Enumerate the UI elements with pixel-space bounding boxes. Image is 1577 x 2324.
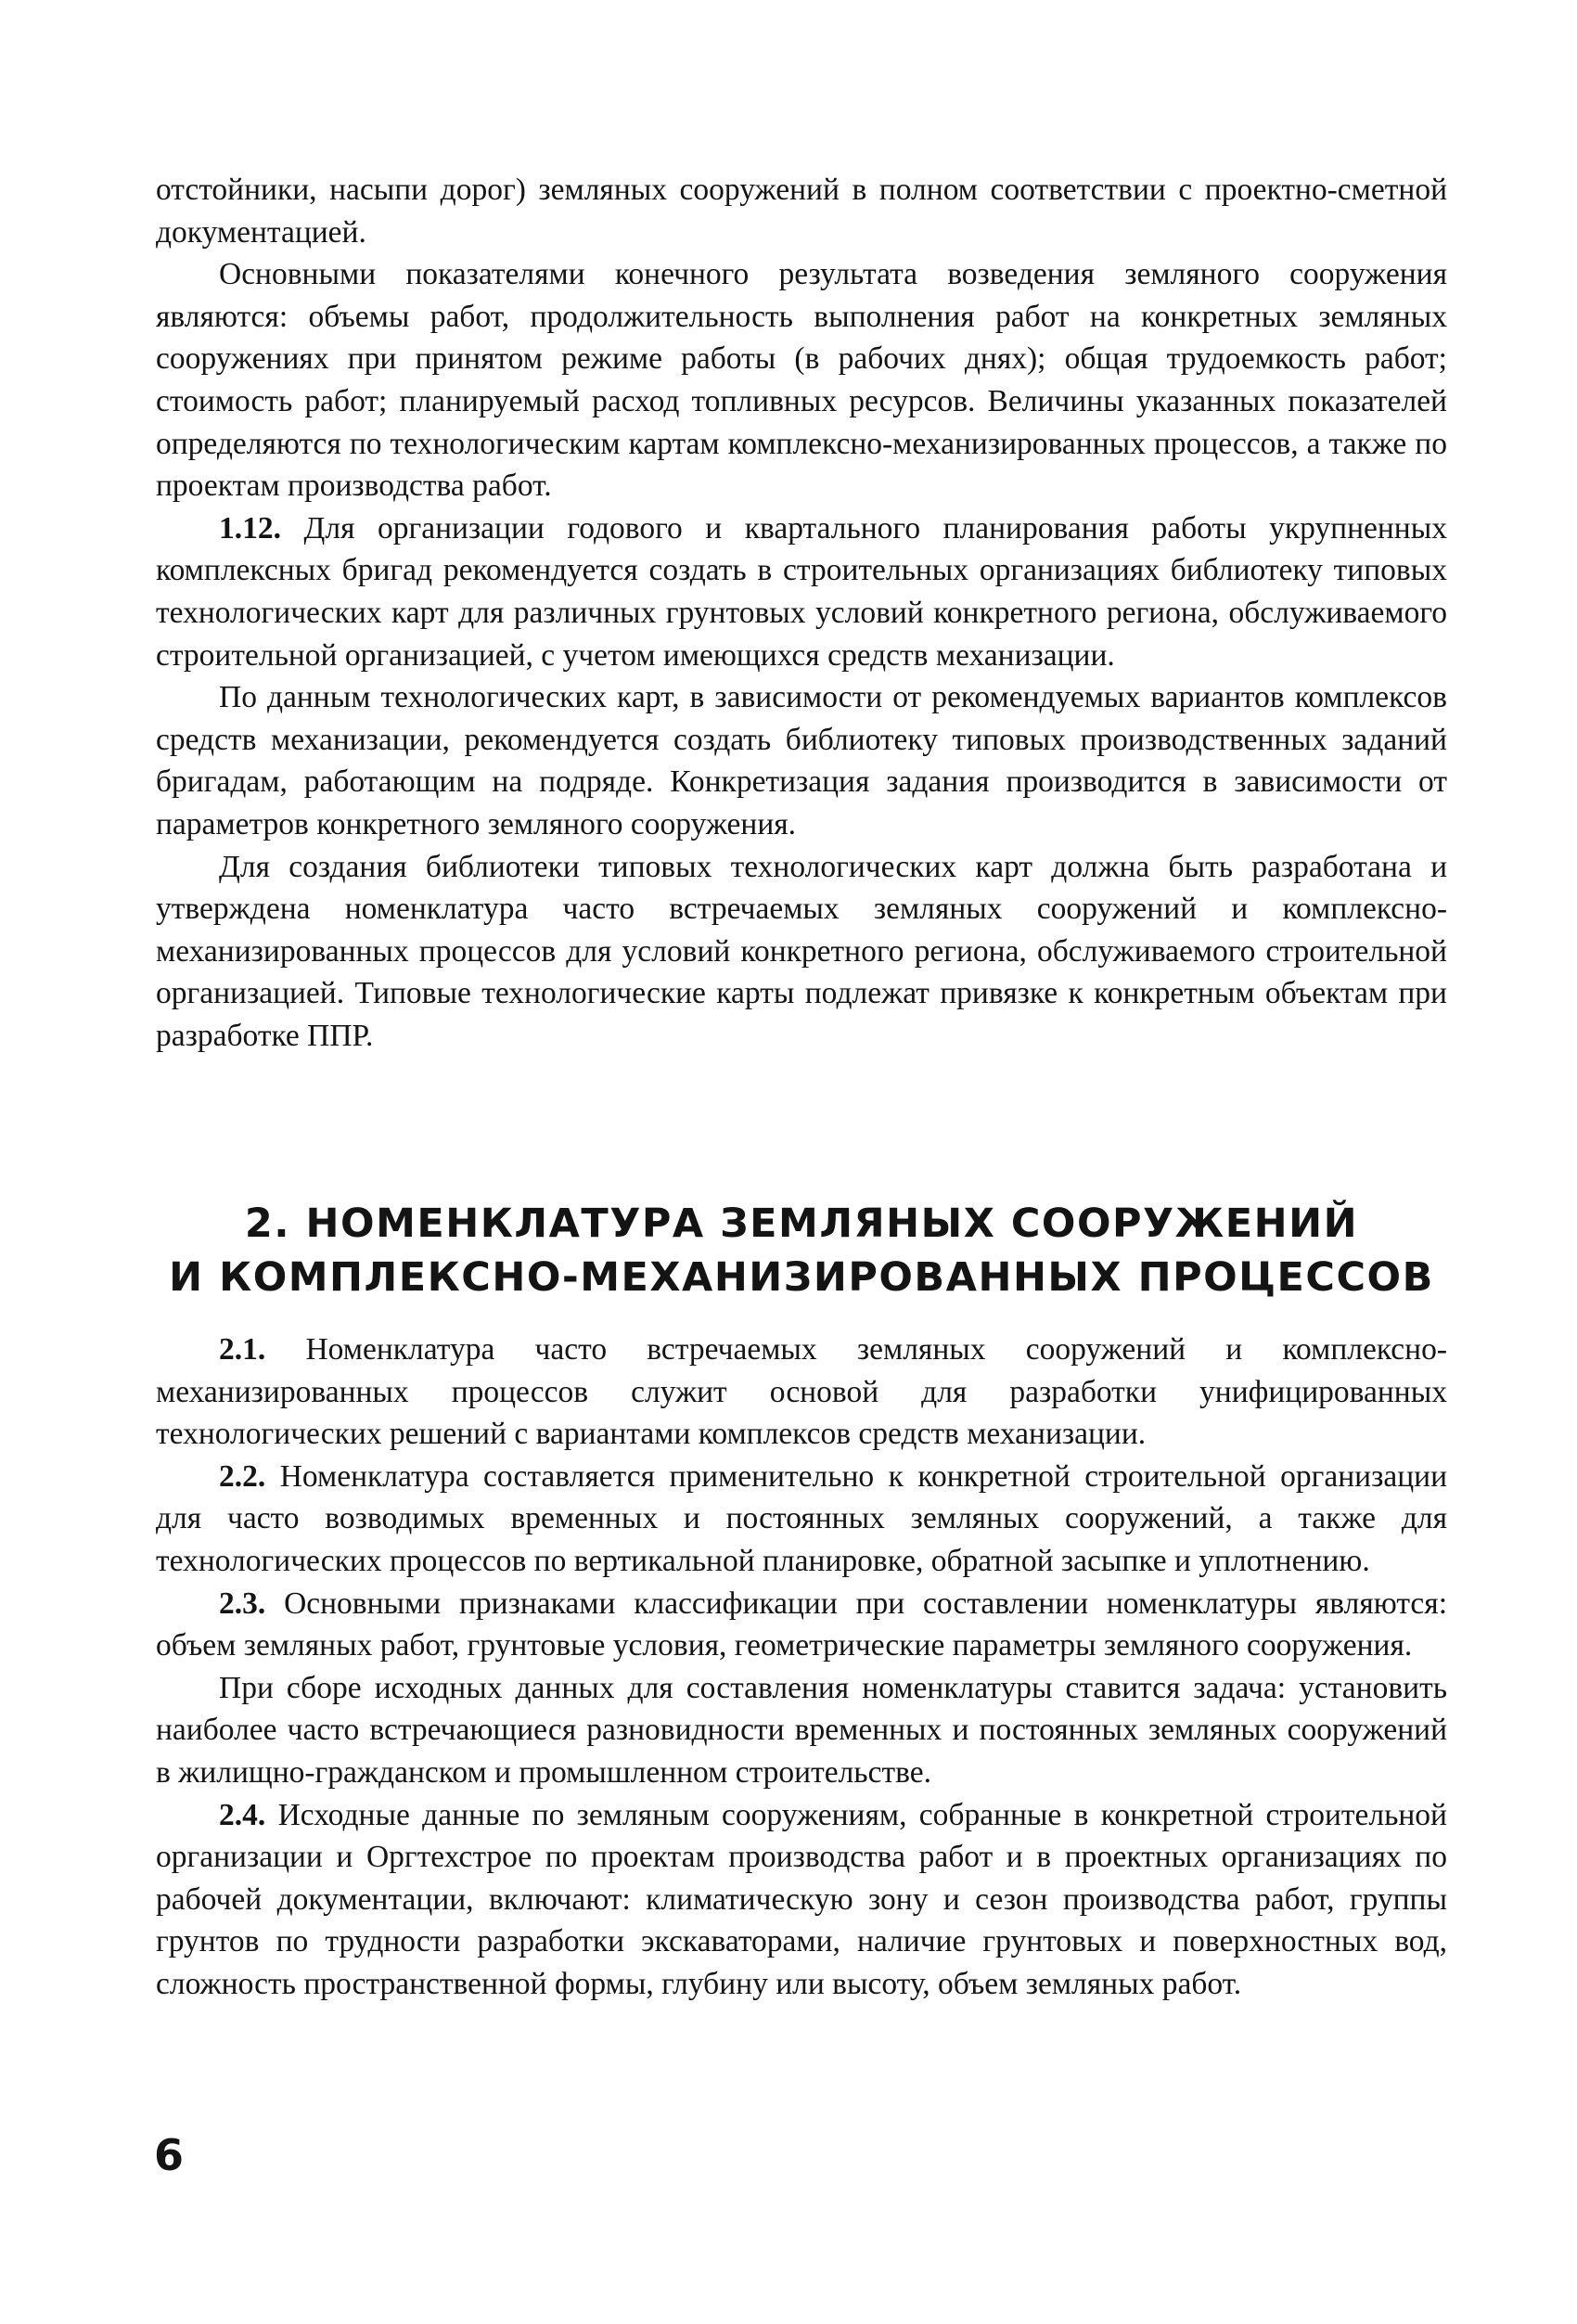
paragraph-1-12 xyxy=(156,507,1447,676)
paragraph-2-3 xyxy=(156,1583,1447,1667)
paragraph-indicators: Основными показателями конечного результата возведения земляного сооружения являются: объемы работ, продолжительность выполнения работ на конкретных земляных сооружениях при принятом режиме работы (в рабочих днях); общая трудоемкость работ; стоимость работ; планируемый расход топливных ресурсов. Величины указанных показателей определяются по технологическим картам комплексно-механизированных процессов, а также по проектам производства работ. xyxy=(156,257,1447,504)
clause-number: 2.3. xyxy=(219,1586,266,1621)
paragraph-continuation: отстойники, насыпи дорог) земляных сооружений в полном соответствии с проектно-сметной документацией. xyxy=(156,173,1447,250)
paragraph-production-tasks: По данным технологических карт, в зависимости от рекомендуемых вариантов комплексов средств механизации, рекомендуется создать библиотеку типовых производственных заданий бригадам, работающим на подряде. Конкретизация задания производится в зависимости от параметров конкретного земляного сооружения. xyxy=(156,680,1447,841)
clause-text: Номенклатура часто встречаемых земляных сооружений и комплексно-механизированных процессов служит основой для разработки унифицированных технологических решений с вариантами комплексов средств механизации. xyxy=(156,1332,1447,1452)
text-section-bottom xyxy=(156,1329,1447,2006)
clause-text: Исходные данные по земляным сооружениям, собранные в конкретной строительной организации и Оргтехстрое по проектам производства работ и в проектных организациях по рабочей документации, включают: климатическую зону и сезон производства работ, группы грунтов по трудности разработки экскаваторами, наличие грунтовых и поверхностных вод, сложность пространственной формы, глубину или высоту, объем земляных работ. xyxy=(156,1797,1447,2001)
clause-text: Номенклатура составляется применительно к конкретной строительной организации для часто возводимых временных и постоянных земляных сооружений, а также для технологических процессов по вертикальной планировке, обратной засыпке и уплотнению. xyxy=(156,1458,1447,1578)
paragraph-library-creation: Для создания библиотеки типовых технологических карт должна быть разработана и утверждена номенклатура часто встречаемых земляных сооружений и комплексно-механизированных процессов для условий конкретного региона, обслуживаемого строительной организацией. Типовые технологические карты подлежат привязке к конкретным объектам при разработке ППР. xyxy=(156,849,1447,1053)
text-section-top xyxy=(156,169,1447,1057)
clause-number: 2.2. xyxy=(219,1458,266,1494)
section-heading-line-1: 2. НОМЕНКЛАТУРА ЗЕМЛЯНЫХ СООРУЖЕНИЙ xyxy=(244,1201,1359,1247)
paragraph-2-4 xyxy=(156,1794,1447,2006)
section-heading-line-2: И КОМПЛЕКСНО-МЕХАНИЗИРОВАННЫХ ПРОЦЕССОВ xyxy=(169,1254,1434,1301)
clause-number: 1.12. xyxy=(219,510,281,546)
clause-text: Для организации годового и квартального планирования работы укрупненных комплексных бригад рекомендуется создать в строительных организациях библиотеку типовых технологических карт для различных грунтовых условий конкретного региона, обслуживаемого строительной организацией, с учетом имеющихся средств механизации. xyxy=(156,510,1447,673)
clause-number: 2.1. xyxy=(219,1332,266,1367)
clause-text: Основными признаками классификации при составлении номенклатуры являются: объем земляных работ, грунтовые условия, геометрические параметры земляного сооружения. xyxy=(156,1586,1447,1663)
page-number: 6 xyxy=(154,2130,185,2180)
clause-number: 2.4. xyxy=(219,1797,266,1832)
paragraph-2-1 xyxy=(156,1329,1447,1456)
section-heading xyxy=(156,1197,1447,1304)
paragraph-source-data-collection: При сборе исходных данных для составления номенклатуры ставится задача: установить наиболее часто встречающиеся разновидности временных и постоянных земляных сооружений в жилищно-гражданском и промышленном строительстве. xyxy=(156,1670,1447,1790)
paragraph-2-2 xyxy=(156,1456,1447,1583)
